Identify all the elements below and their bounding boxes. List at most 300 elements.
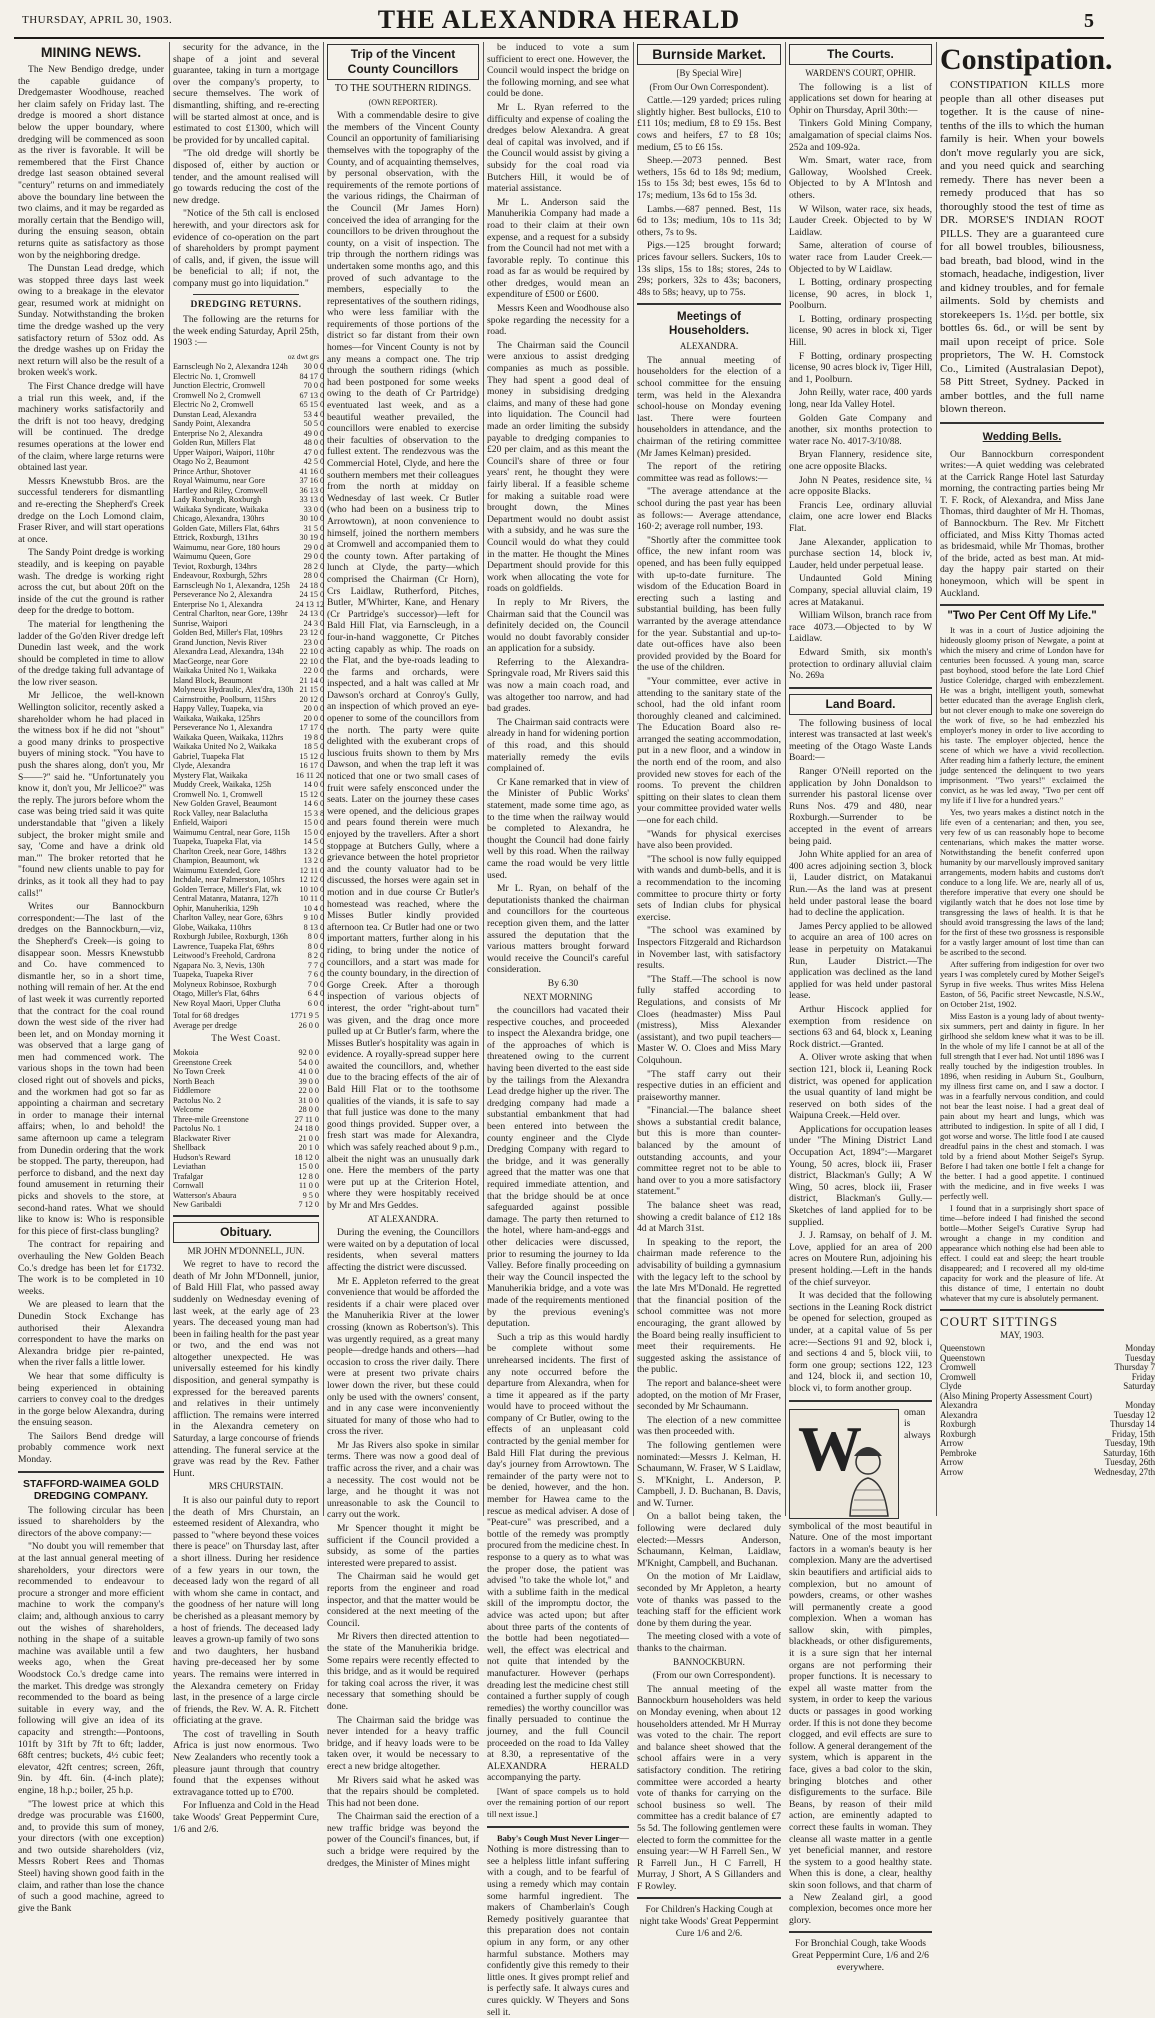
return-row-value: 12 11 0	[299, 865, 325, 875]
return-row-value: 19 8 0	[303, 732, 325, 742]
return-row	[173, 790, 324, 800]
return-row	[173, 866, 324, 876]
paragraph: Jane Alexander, application to purchase section 14, block iv, Lauder, held under perpetual lease.	[789, 536, 932, 571]
paragraph: Mr Rivers then directed attention to the state of the Manuherikia bridge. Some repairs were recently effected to this bridge, and as it would be required for taking coal across the river, it was necessary that something should be done.	[327, 1631, 479, 1712]
return-row	[173, 961, 324, 971]
paragraph: Edward Smith, six month's protection to ordinary alluvial claim No. 269a	[789, 646, 932, 682]
return-row-value: 14 6 0	[303, 799, 325, 809]
return-row-label: Waikaka United No 2, Waikaka	[173, 742, 277, 752]
return-row-value: 15 12 0	[299, 789, 325, 799]
west-coast-table	[173, 1048, 319, 1210]
return-row-value: 8 0 0	[307, 932, 325, 942]
court-row-label: Alexandra	[940, 1400, 978, 1410]
paragraph: Our Bannockburn correspondent writes:—A quiet wedding was celebrated at the Carrick Range Hotel last Saturday morning, the contracting parties being Mr T. F. Rock, of Alexandra, and Miss Jane Thomas, third daughter of Mr H. Thomas, of Bannockburn. The Rev. Mr Fitchett officiated, and Miss Kitty Thomas acted as bridesmaid, while Mr Thomas, brother of the bride, acted as best man. At mid-day the happy pair started on their honeymoon, which will be spent in Auckland.	[940, 448, 1104, 599]
paragraph: William Wilson, branch race from race 4073.—Objected to by W Laidlaw.	[789, 610, 932, 645]
return-row-value: 24 13 0	[299, 609, 325, 619]
return-row	[173, 695, 324, 705]
return-row-value: 23 0 0	[303, 637, 325, 647]
burnside-heading: Burnside Market.	[637, 44, 781, 65]
return-row-label: Leitwood’s Freehold, Cardrona	[173, 951, 276, 961]
page-number: 5	[1084, 10, 1094, 32]
column-2	[173, 42, 325, 1835]
paragraph: Applications for occupation leases under "The Mining District Land Occupation Act, 1894":—Margaret Young, 50 acres, block iii, Fraser district, Blackman's Gully; A W Wing, 50 acres, block iii, Fraser district, Blackman's Gully.—Sketches of land applied for to be supplied.	[789, 1123, 932, 1228]
return-row-label: Alexandra Lead, Alexandra, 134h	[173, 647, 284, 657]
return-row-label: Earnscleugh No 2, Alexandra 124h	[173, 362, 288, 372]
court-row-label: (Also Mining Property Assessment Court)	[940, 1390, 1092, 1401]
paragraph: Cr Kane remarked that in view of the Minister of Public Works' statement, made some time ago, as to the time when the railway would be completed to Alexandra, he thought the Council had done fairly well by this road. When the railway came the road would be very little used.	[487, 776, 629, 881]
return-row-value: 13 2 0	[303, 846, 325, 856]
return-row-value: 24 18 0	[299, 580, 325, 590]
return-row-value: 17 17 0	[299, 723, 325, 733]
west-coast-row-label: Greenstone Creek	[173, 1057, 232, 1067]
return-row	[173, 457, 324, 467]
paragraph: The cost of travelling in South Africa is just now enormous. Two New Zealanders who recently took a pleasure jaunt through that country found that the expenses without extravagance totted up to £700.	[173, 1728, 319, 1798]
average-row	[173, 1021, 319, 1031]
paragraph: Ranger O'Neill reported on the application by John Donaldson to surrender his pastoral license over Runs Nos. 479 and 480, near Roxburgh.—Surrender to be accepted in the event of arrears being paid.	[789, 766, 932, 847]
decorative-initial-illustration	[789, 1409, 899, 1519]
return-row-value: 7 6 0	[307, 970, 325, 980]
return-row-value: 18 5 0	[303, 742, 325, 752]
court-row-value: Friday	[1131, 1371, 1155, 1382]
return-row-value: 20 12 0	[299, 694, 325, 704]
return-row-label: Sandy Point, Alexandra	[173, 419, 251, 429]
return-row-label: Ngapara No. 3, Nevis, 130h	[173, 960, 265, 970]
court-row-label: Roxburgh	[940, 1419, 976, 1429]
west-coast-heading: The West Coast.	[211, 1034, 281, 1045]
paragraph: "Wands for physical exercises have also been provided.	[637, 828, 781, 852]
return-row	[173, 400, 324, 410]
west-coast-row	[173, 1191, 319, 1201]
paragraph: Mr L. Ryan, on behalf of the deputationists thanked the chairman and councillors for the courteous reception given them, and the latter assured the deputation that the various matters brought forward would receive the Council's careful consideration.	[487, 883, 629, 976]
court-row-value: Tuesday 12	[1113, 1409, 1155, 1420]
paragraph: After suffering from indigestion for over two years I was completely cured by Mother Seigel's Syrup in five weeks. Thus writes Miss Helena Easton, of 56, Pacific street Newcastle, N.S.W., on October 21st, 1902.	[940, 959, 1104, 1009]
return-row-value: 49 0 0	[303, 428, 325, 438]
column-divider	[483, 42, 484, 1516]
west-coast-row	[173, 1105, 319, 1115]
paragraph: The Chairman said the bridge was never intended for a heavy traffic bridge, and if heavy loads were to be taken over, it would be necessary to erect a new bridge altogether.	[327, 1714, 479, 1772]
return-row-value: 14 0 0	[303, 780, 325, 790]
return-row-label: Molyneux Hydraulic, Alex'dra, 130h	[173, 685, 294, 695]
return-row-value: 28 2 0	[303, 561, 325, 571]
west-coast-row-label: No Town Creek	[173, 1067, 226, 1077]
paragraph: It was in a court of Justice adjoining the hideously gloomy prison of Newgate, a point at which the misery and crime of London have for centuries been focussed. A young man, scarce past boyhood, stood before the late Lord Chief Justice Coleridge, charged with embezzlement. He was a bright, intelligent youth, somewhat better educated than the average English clerk, but not clever enough to make one sovereign do the work of five, so he had embezzled his employer's money in order to live according to his taste. The employer objected, hence the scene of which we have a vivid recollection. After reading him a fatherly lecture, the eminent judge sentenced the delinquent to two years imprisonment. "Two years!" exclaimed the convict, as he was led away, "Two per cent off my life if I live for a hundred years."	[940, 625, 1104, 805]
section-subheading: AT ALEXANDRA.	[367, 1213, 439, 1224]
advert-title: Baby's Cough Must Never Linger	[497, 1832, 620, 1843]
west-coast-row-label: Pactolus No. 1	[173, 1124, 221, 1134]
paragraph: In reply to Mr Rivers, the Chairman said that the Council was definitely decided on, the Council would no doubt favorably consider an application for a subsidy.	[487, 596, 629, 655]
return-row	[173, 771, 324, 781]
court-row-label: Clyde	[940, 1381, 962, 1391]
meetings-heading: Meetings of Householders.	[669, 311, 749, 338]
return-row-label: Cromwell No. 1, Cromwell	[173, 789, 263, 799]
return-row-label: Perseverance No 1, Alexandra	[173, 723, 273, 733]
return-row-label: New Golden Gravel, Beaumont	[173, 799, 277, 809]
return-row-label: Charlton Creek, near Gore, 148hrs	[173, 846, 287, 856]
paragraph: F Botting, ordinary prospecting license, 90 acres block iv, Tiger Hill, and 1, Poolburn.	[789, 350, 932, 385]
paragraph: Pigs.—125 brought forward; prices favour sellers. Suckers, 10s to 13s slips, 15s to 18s; stores, 24s to 29s; porkers, 32s to 43s; baconers, 48s to 58s; heavy, up to 75s.	[637, 240, 781, 298]
return-row	[173, 533, 324, 543]
return-row-value: 21 14 0	[299, 675, 325, 685]
return-row-label: Happy Valley, Tuapeka, via	[173, 704, 264, 714]
section-subheading: BANNOCKBURN.	[673, 1656, 745, 1667]
return-row	[173, 524, 324, 534]
return-row	[173, 742, 324, 752]
advert-line: For Children's Hacking Cough at night take Woods' Great Peppermint Cure 1/6 and 2/6.	[639, 1904, 779, 1939]
return-row-label: Enterprise No 1, Alexandra	[173, 599, 263, 609]
return-row	[173, 495, 324, 505]
return-row-value: 33 13 0	[299, 495, 325, 505]
court-row-value: Monday	[1125, 1343, 1155, 1353]
return-row-value: 20 0 0	[303, 713, 325, 723]
court-row-value: Tuesday, 26th	[1105, 1457, 1155, 1467]
return-row-label: Endeavour, Roxburgh, 52hrs	[173, 571, 268, 581]
return-row	[173, 609, 324, 619]
paragraph: Arthur Hiscock applied for exemption from residence on sections 63 and 64, block x, Leaning Rock district.—Granted.	[789, 1003, 932, 1050]
return-row-label: Central Matanra, Matanra, 127h	[173, 894, 279, 904]
return-row-value: 21 15 0	[299, 685, 325, 695]
paragraph: It was decided that the following sections in the Leaning Rock district be opened for selection, grouped as under, at a capital value of 5s per acre:—Sections 91 and 92, block i, and sections 4 and 5, block viii, to form one group; sections 122, 123 and 124, block ii, and section 10, block vi, to form another group.	[789, 1290, 932, 1394]
return-row-label: Hartley and Riley, Cromwell	[173, 485, 268, 495]
west-coast-row-value: 24 18 0	[294, 1124, 319, 1134]
west-coast-row-value: 21 0 0	[298, 1133, 319, 1143]
paragraph: security for the advance, in the shape of a joint and several guarantee, taking in turn a mortgage over the company's property, to secure themselves. The work of dismantling, shifting, and re-erecting will be started almost at once, and is estimated to cost £1300, which will be provided for by uncalled capital.	[173, 42, 319, 146]
return-row-value: 50 5 0	[303, 419, 325, 429]
return-row-value: 37 16 0	[299, 476, 325, 486]
return-row-label: Golden Gate, Millers Flat, 64hrs	[173, 523, 280, 533]
west-coast-row-label: Mokoia	[173, 1048, 199, 1058]
units-label: oz dwt grs	[287, 351, 319, 361]
column-divider	[169, 42, 170, 1516]
return-row-label: Perseverance No 2, Alexandra	[173, 590, 273, 600]
return-row-value: 15 0 0	[303, 827, 325, 837]
return-row-label: Tuapeka, Tuapeka Flat, via	[173, 837, 262, 847]
return-row-value: 6 4 0	[307, 989, 325, 999]
paragraph: The balance sheet was read, showing a credit balance of £12 18s 4d at March 31st.	[637, 1200, 781, 1235]
return-row-value: 14 5 0	[303, 837, 325, 847]
west-coast-row-value: 92 0 0	[298, 1048, 319, 1058]
return-row	[173, 638, 324, 648]
return-row	[173, 875, 324, 885]
return-row	[173, 885, 324, 895]
court-row-value: Thursday 14	[1109, 1419, 1155, 1429]
return-row-value: 30 10 0	[299, 514, 325, 524]
return-row-value: 8 2 0	[307, 951, 325, 961]
paragraph: Such a trip as this would hardly be complete without some unrehearsed incidents. The first of any note occurred before the departure from Alexandra, when for a time it appeared as if the party would have to proceed without the company of Cr Butler, owing to the effects of an unpleasant cold contracted by the genial member for Bald Hill Flat during the previous day's journey from Arrowtown. The remainder of the party were not to be denied, however, and the hon. member for Hawea came to the rescue as medical adviser. A dose of "Peat-cure" was prescribed, and a bottle of the remedy was promptly procured from the medicine chest. In response to a query as to what was the proper dose, the patient was advised "to take the whole lot," and with a sublime faith in the medical skill of the impromptu doctor, the advice was acted upon; but after about three parts of the contents of the bottle had been negotiated—well, the effect was electrical and not quite that intended by the manufacturer. However (perhaps dreading lest the medicine chest still contained a further supply of cough remedies) the worthy councillor was finally persuaded to continue the journey, and the full Council proceeded on the road to Ida Valley at 8.30, a representative of the ALEXANDRA HERALD accompanying the party.	[487, 1331, 629, 1784]
paragraph: The annual meeting of householders for the election of a school committee for the ensuing term, was held in the Alexandra school-house on Monday evening last. There were fourteen householders in attendance, and the chairman of the retiring committee (Mr James Kelman) presided.	[637, 354, 781, 459]
west-coast-row	[173, 1143, 319, 1153]
paragraph: "The Staff.—The school is now fully staffed according to Regulations, and consists of Mr Cloes (headmaster) Miss Paul (mistress), Miss Alexander (assistant), and two pupil teachers—Master W. O. Cloes and Miss Mary Colquhoun.	[637, 973, 781, 1066]
average-value: 26 0 0	[298, 1020, 319, 1030]
paragraph: Tinkers Gold Mining Company, amalgamation of special claims Nos. 252a and 109-92a.	[789, 118, 932, 153]
return-row	[173, 676, 324, 686]
section-subheading: NEXT MORNING	[523, 991, 593, 1002]
west-coast-row	[173, 1067, 319, 1077]
paragraph: Miss Easton is a young lady of about twenty-six summers, pert and dainty in figure. In her girlhood she seldom knew what it was to be ill. In the whole of my life I cannot be at all of the full strength that I ever had. Not until 1896 was I really touched by the indigestion troubles. In 1896, when residing in Auburn St., Goulburn, my illness first came on, and I saw a doctor. I was in a fearfully nervous condition, and could not bear the least noise. I had a great deal of pain about my heart and lungs, which was attributed to indigestion. In spite of all I did, I got worse and worse. The little food I ate caused dreadful pains in the chest and stomach. I was told by a friend about Mother Seigel's Syrup. Before I had taken one bottle I felt a change for the better. I had a good appetite. I continued with the medicine, and in five weeks I was perfectly well.	[940, 1011, 1104, 1201]
return-row-label: Molyneux Robinsoe, Roxburgh	[173, 979, 277, 989]
court-row-value: Tuesday, 19th	[1105, 1438, 1155, 1448]
return-row-value: 16 17 0	[299, 761, 325, 771]
paragraph: John White applied for an area of 400 acres adjoining section 3, block ii, Lauder district, on Matakanui Run.—As the land was at present held under pastoral lease the board had to decline the application.	[789, 849, 932, 919]
total-value: 1771 9 5	[290, 1011, 319, 1021]
advert-line: For Bronchial Cough, take Woods Great Peppermint Cure, 1/6 and 2/6 everywhere.	[792, 1938, 929, 1973]
column-1	[18, 42, 164, 1914]
court-row-label: Roxburgh	[940, 1428, 976, 1439]
return-row-value: 15 3 8	[303, 808, 325, 818]
return-row-label: Prince Arthur, Shotover	[173, 466, 251, 476]
paragraph: The Sandy Point dredge is working steadily, and is keeping on payable wash. The dredge is working right across the cut, but about 20ft on the inside of the cut the ground is rather deep for the dredge to bottom.	[18, 547, 164, 617]
paragraph: We regret to have to record the death of Mr John M'Donnell, junior, of Bald Hill Flat, who passed away suddenly on Wednesday evening of last week, at the early age of 23 years. The deceased young man had been in failing health for the past year or two, and the end was not altogether unexpected. He was universally esteemed for his kindly disposition, and general sympathy is expressed for the bereaved parents and relatives in their untimely affliction. The remains were interred in the Alexandra cemetery on Saturday, a large concourse of friends attending. The funeral service at the grave was read by the Rev. Father Hunt.	[173, 1259, 319, 1479]
west-coast-row	[173, 1124, 319, 1134]
paragraph: the councillors had vacated their respective couches, and proceeded to inspect the Alexandra bridge, one of the approaches of which is threatened owing to the current having been diverted to the east side by the tailings from the Alexandra Lead dredge higher up the river. The dredging company had made a substantial embankment that had been entered into between the county engineer and the Clyde Dredging Company with regard to the bridge, and it was generally agreed that the matter was one that required immediate attention, and that the bridge should be at once safeguarded against possible damage. The party then returned to the hotel, where ham-and-eggs and other delicacies were discussed, prior to resuming the journey to Ida Valley. Before finally proceeding on their way the Council inspected the Manuherikia bridge, and a vote was made of the requirements mentioned by the previous evening's deputation.	[487, 1005, 629, 1330]
section-subheading: ALEXANDRA.	[679, 341, 739, 352]
return-row-value: 41 16 0	[299, 466, 325, 476]
return-row	[173, 552, 324, 562]
return-row	[173, 828, 324, 838]
paragraph: The contract for repairing and overhauling the New Golden Beach Co.'s dredge has been let for £1732. The work is to be completed in 10 weeks.	[18, 1239, 164, 1297]
court-row-label: Arrow	[940, 1457, 964, 1467]
paragraph: "Financial.—The balance sheet shows a substantial credit balance, but this is more than counter-balanced by the amount of outstanding accounts, and your committee regret not to be able to hand over to you a more satisfactory statement."	[637, 1105, 781, 1198]
paragraph: Same, alteration of course of water race from Lauder Creek.—Objected to by W Laidlaw.	[789, 240, 932, 275]
paragraph: The Sailors Bend dredge will probably commence work next Monday.	[18, 1430, 164, 1466]
court-row-label: Queenstown	[940, 1352, 985, 1363]
west-coast-row	[173, 1048, 319, 1058]
west-coast-row-value: 39 0 0	[298, 1076, 319, 1086]
paragraph: "The school is now fully equipped with wands and dumb-bells, and it is a recommendation to the incoming committee to procure thirty or forty sets of Indian clubs for physical exercise.	[637, 853, 781, 923]
court-row-label: Alexandra	[940, 1409, 978, 1420]
paragraph: The Chairman said the Council were anxious to assist dredging companies as much as possible. They had spent a good deal of money in subsidising dredging claims, and many of these had gone into liquidation. The Council had made an order limiting the subsidy payable to dredging companies to £20 per claim, and as this meant the Council's share of three or four years' rent, he thought they were fairly liberal. If a feasible scheme for making a suitable road were brought down, the Mines Department would no doubt assist with a subsidy, and he was sure the Council would do what they could in the matter. He thought the Mines Department should provide for this work when allocating the vote for roads on goldfields.	[487, 339, 629, 595]
paragraph: Francis Lee, ordinary alluvial claim, one acre lower end Blacks Flat.	[789, 499, 932, 534]
west-coast-row-value: 22 0 0	[298, 1086, 319, 1096]
west-coast-row-value: 15 0 0	[298, 1162, 319, 1172]
return-row-label: Sunrise, Waipori	[173, 618, 228, 628]
returns-intro: The following are the returns for the week ending Saturday, April 25th, 1903 :—	[173, 314, 319, 349]
masthead-rule	[14, 37, 1104, 39]
west-coast-row-label: Cornwall	[173, 1181, 204, 1191]
return-row	[173, 562, 324, 572]
west-coast-row-value: 12 8 0	[298, 1171, 319, 1181]
rule	[789, 1931, 932, 1933]
return-row-value: 7 0 0	[307, 979, 325, 989]
return-row	[173, 904, 324, 914]
return-row-label: Waimumu Queen, Gore	[173, 552, 251, 562]
court-row-value: Saturday	[1123, 1381, 1155, 1391]
return-row-value: 24 15 0	[299, 590, 325, 600]
court-sittings-table	[940, 1344, 1155, 1477]
paragraph: Mr Rivers said what he asked was that the repairs should be completed. This had not been done.	[327, 1774, 479, 1809]
west-coast-row	[173, 1181, 319, 1191]
svg-text:W: W	[798, 1412, 862, 1484]
column-divider	[633, 42, 634, 1516]
return-row	[173, 628, 324, 638]
return-row	[173, 657, 324, 667]
paragraph: Mr Jas Rivers also spoke in similar terms. There was now a good deal of traffic across the river, and a chair was a necessity. The cost would not be large, and he thought it was not unreasonable to ask the Council to carry out the work.	[327, 1439, 479, 1521]
column-6	[789, 42, 932, 1973]
return-row-label: Electric No. 1, Cromwell	[173, 371, 256, 381]
return-row-value: 33 0 0	[303, 504, 325, 514]
paragraph: With a commendable desire to give the members of the Vincent County Council an opportunity of familiarising themselves with the topography of the County, and of acquainting themselves, by personal observation, with the requirements of the remote portions of the various ridings, the Chairman of the Council (Mr James Horn) conceived the idea of arranging for the councillors to be driven throughout the county, on a visit of inspection. The trip through the northern ridings was undertaken some months ago, and this proved of such advantage to the members, especially to the representatives of the southern ridings, who were less familiar with the requirements of those portions of the district so far distant from their own homes—for Vincent County is not by any means a compact one. The trip through the southern ridings (which had been postponed for some weeks owing to the death of Cr Partridge) eventuated last week, and as a beautiful weather prevailed, the councillors were enabled to exercise their faculties of observation to the fullest extent. The rendezvous was the Commercial Hotel, Clyde, and here the southern members met their colleagues from the north at midday on Wednesday of last week. Cr Butler (who had been on a business trip to Arrowtown), at noon convenience to himself, joined the northern members at Cromwell and accompanied them to the county town. After partaking of lunch at Clyde, the party—which comprised the Chairman (Cr Horn), Crs Laidlaw, Rutherford, Pitches, Butler, M'Whirter, Kane, and Henary (Cr Partridge's successor)—left for Bald Hill Flat, via Earnscleugh, in a four-in-hand waggonette, Cr Pitches acting capably as whip. The roads on the Flat, and the bye-roads leading to the farms and orchards, were inspected, and a halt was called at Mr Dawson's orchard at Conroy's Gully, an inspection of which proved an eye-opener to some of the councillors from the north. The party were quite delighted with the exuberant crops of luscious fruits shown to them by Mrs Dawson, and when the trap left it was noticed that one or two small cases of fruit were safely ensconced under the seats. Later on the journey these cases were opened, and the delicious grapes and pears found therein were much enjoyed by the travellers. After a short stoppage at Butchers Gully, where a grievance between the hotel proprietor and the county valuator had to be discussed, the horses were again set in motion and in due course Cr Butler's homestead was reached, where the Misses Butler kindly provided afternoon tea. Cr Butler had one or two important matters, further along in his riding, to bring under the notice of councillors, and a start was made for the county boundary, in the direction of Gorge Creek. After a thorough inspection of various objects of interest, the order "right-about turn" was given, and the drag once more pulled up at Cr Butler's farm, where the Misses Butler's hospitality was again in evidence. A royally-spread supper here awaited the councillors, and, whether due to the bracing effects of the air of Bald Hill Flat or to the toothsome qualities of the viands, it is safe to say that full justice was done to the many good things provided. Supper over, a fresh start was made for Alexandra, which was safely reached about 9 p.m., albeit the night was an unusually dark one. Here the members of the party were put up at the Criterion Hotel, where they were hospitably received by Mr and Mrs Geddes.	[327, 110, 479, 1211]
return-row	[173, 429, 324, 439]
return-row-value: 22 10 0	[299, 647, 325, 657]
return-row	[173, 970, 324, 980]
return-row	[173, 647, 324, 657]
paragraph: Cattle.—129 yarded; prices ruling slightly higher. Best bullocks, £10 to £11 10s; medium, £8 to £9 15s. Best cows and heifers, £7 to £8 10s; medium, £5 to £6 15s.	[637, 95, 781, 153]
returns-total	[173, 1011, 319, 1030]
return-row	[173, 856, 324, 866]
rule	[789, 687, 932, 689]
paragraph: I found that in a surprisingly short space of time—before indeed I had finished the second bottle—Mother Seigel's Curative Syrup had wrought a change in my condition and appearance which nothing else had been able to effect. I could eat and sleep; the heart trouble disappeared; and I recovered all my old-time capacity for work and the pleasure of life. At this distance of time, I entertain no doubt whatever that my cure is absolutely permanent.	[940, 1203, 1104, 1303]
rule	[193, 294, 299, 295]
court-row-value: Thursday 7	[1114, 1362, 1155, 1372]
paragraph: The Chairman said he would get reports from the engineer and road inspector, and that the matter would be considered at the next meeting of the Council.	[327, 1571, 479, 1629]
paragraph: The following circular has been issued to shareholders by the directors of the above company:—	[18, 1504, 164, 1539]
paragraph: By 6.30	[547, 977, 579, 989]
return-row-label: Globe, Waikaka, 110hrs	[173, 922, 252, 932]
return-row	[173, 704, 324, 714]
west-coast-row	[173, 1115, 319, 1125]
return-row-label: Tuapeka, Tuapeka River	[173, 970, 253, 980]
return-row-label: Enterprise No 2, Alexandra	[173, 428, 263, 438]
trip-heading: Trip of the Vincent County Councillors	[327, 44, 479, 80]
paragraph: Golden Gate Company and another, six months protection to water race No. 4017-3/10/88.	[789, 412, 932, 447]
return-row	[173, 913, 324, 923]
land-board-heading: Land Board.	[789, 694, 932, 715]
return-row	[173, 980, 324, 990]
paragraph: L Botting, ordinary prospecting license, 90 acres, in block 1, Poolburn.	[789, 277, 932, 312]
west-coast-row	[173, 1086, 319, 1096]
byline: [By Special Wire]	[676, 68, 742, 78]
return-row-value: 10 10 0	[299, 884, 325, 894]
return-row	[173, 486, 324, 496]
return-row	[173, 619, 324, 629]
paragraph: "Shortly after the committee took office, the new infant room was opened, and has been fully equipped with up-to-date furniture. The wisdom of the Education Board in erecting such a lasting and substantial building, has been fully warranted by the average attendance for the year. Substantial and up-to-date out-offices have also been provided provided by the Board for the use of the children.	[637, 534, 781, 674]
paragraph: Lambs.—687 penned. Best, 11s 6d to 13s; medium, 10s to 11s 3d; others, 7s to 9s.	[637, 203, 781, 238]
west-coast-row	[173, 1162, 319, 1172]
issue-date: THURSDAY, APRIL 30, 1903.	[22, 14, 173, 26]
paragraph: "Notice of the 5th call is enclosed herewith, and your directors ask for evidence of co-operation on the part of shareholders by prompt payment of calls, and, if given, the issue will be beneficial to all; if not, the company must go into liquidation."	[173, 208, 319, 289]
paragraph: Mr E. Appleton referred to the great convenience that would be afforded the residents if a chair were placed over the Manuherikia River at the lower crossing (known as Robertson's). This was urgently required, as a great many people—dredge hands and others—had occasion to cross the river daily. There were at present two private chairs lower down the river, but these could only be used with the owners' consent, and in any case were inconveniently situated for many of those who had to cross the river.	[327, 1275, 479, 1438]
obituary-subheading: MRS CHURSTAIN.	[208, 1481, 284, 1492]
paragraph: Mr L. Anderson said the Manuherikia Company had made a road to their claim at their own expense, and a request for a subsidy from the Council had not met with a favorable reply. To continue this road as far as would be required by other dredges, would mean an expenditure of £500 or £600.	[487, 196, 629, 301]
court-row-label: Pembroke	[940, 1447, 977, 1458]
column-divider	[936, 42, 937, 1516]
return-row	[173, 381, 324, 391]
return-row	[173, 714, 324, 724]
obituary-subheading: MR JOHN M'DONNELL, JUN.	[187, 1245, 305, 1256]
return-row	[173, 391, 324, 401]
rule	[940, 604, 1104, 606]
return-row-value: 29 0 0	[303, 552, 325, 562]
column-7	[940, 42, 1155, 1516]
constipation-heading: Constipation.	[940, 43, 1113, 76]
paragraph: Sheep.—2073 penned. Best wethers, 15s 6d to 18s 9d; medium, 15s to 15s 3d; best ewes, 15s 6d to 17s; medium, 13s 6d to 15s 3d.	[637, 155, 781, 201]
return-row-label: Waikaka United No 1, Waikaka	[173, 666, 277, 676]
paragraph: On a ballot being taken, the following were declared duly elected:—Messrs Anderson, Schaumann, Kelman, Laidlaw, M'Knight, Campbell, and Buchanan.	[637, 1511, 781, 1569]
rule	[173, 1215, 319, 1217]
rule	[940, 422, 1104, 424]
return-row	[173, 847, 324, 857]
dredging-returns-heading: DREDGING RETURNS.	[190, 300, 302, 311]
return-row-label: Ettrick, Roxburgh, 131hrs	[173, 533, 259, 543]
paragraph: The report of the retiring committee was read as follows:—	[637, 461, 781, 484]
paragraph: "The average attendance at the school during the past year has been as follows:— Average attendance, 160·2; average roll number, 193.	[637, 486, 781, 533]
paragraph: The Chairman said the erection of a new traffic bridge was beyond the power of the Council's finances, but, if such a bridge were required by the dredges, the Minister of Mines might	[327, 1811, 479, 1869]
paragraph: Wm. Smart, water race, from Galloway, Woolshed Creek. Objected to by A M'Intosh and others.	[789, 155, 932, 201]
rule	[637, 303, 781, 305]
return-row	[173, 362, 324, 372]
paragraph: The material for lengthening the ladder of the Go'den River dredge left Dunedin last week, and the work should be completed in time to allow of the dredge taking full advantage of the low river season.	[18, 618, 164, 688]
return-row-label: Roxburgh Jubilee, Roxburgh, 136h	[173, 932, 289, 942]
paragraph: The annual meeting of the Bannockburn householders was held on Monday evening, when about 12 householders attended. Mr H Murray was voted to the chair. The report and balance sheet showed that the school affairs were in a very satisfactory condition. The retiring committee were accorded a hearty vote of thanks for carrying on the school business so well. The committee has a credit balance of £7 5s 5d. The following gentlemen were elected to form the committee for the ensuing year:—W H Farrell Sen., W R Farrell Jun., H C Farrell, H Murray, J Short, A S Gillanders and F Rowley.	[637, 1683, 781, 1892]
return-row-label: Teviot, Roxburgh, 134hrs	[173, 561, 257, 571]
return-row-label: Electric No 2, Cromwell	[173, 400, 254, 410]
paragraph: The following gentlemen were nominated:—Messrs J. Kelman, H. Schaumann, W. Fraser, W S Laidlaw, S. M'Knight, L. Anderson, P. Campbell, J. D. Buchanan, B. Davis, and W. Turner.	[637, 1439, 781, 1509]
return-row	[173, 685, 324, 695]
paragraph: Mr Spencer thought it might be sufficient if the Council provided a subsidy, as some of the parties interested were prepared to assist.	[327, 1523, 479, 1569]
paragraph: (From our own Correspondent).	[652, 1670, 776, 1682]
return-row-label: Muddy Creek, Waikaka, 125h	[173, 780, 272, 790]
return-row-value: 10 4 0	[303, 903, 325, 913]
rule	[18, 1471, 164, 1473]
paragraph: "The old dredge will shortly be disposed of, either by auction or tender, and the amount realised will go towards reducing the cost of the new dredge.	[173, 148, 319, 206]
return-row-value: 29 0 0	[303, 542, 325, 552]
return-row	[173, 989, 324, 999]
return-row	[173, 600, 324, 610]
return-row-label: Waimumu Central, near Gore, 115h	[173, 827, 290, 837]
return-row-value: 48 0 0	[303, 438, 325, 448]
return-row-label: Enfield, Waipori	[173, 818, 228, 828]
advert-text: CONSTIPATION KILLS more people than all other diseases put together. It is the cause of nine-tenths of the ills to which the human family is heir. When your bowels don't move regularly you are sick, and you need quick and searching remedy. There has never been a remedy produced that has so thoroughly stood the test of time as DR. MORSE'S INDIAN ROOT PILLS. They are a guaranteed cure for all bowel troubles, biliousness, bad breath, bad blood, wind in the stomach, headache, indigestion, liver and kidney troubles, and for female ailments. Sold by chemists and storekeepers 1s. 1½d. per bottle, six bottles 6s. 6d., or will be sent by mail upon receipt of price. Sole proprietors, The W. H. Comstock Co., Limited (Australasian Depot), 58 Pitt Street, Sydney. Packed in amber bottles, and the full name blown thereon.	[940, 79, 1104, 415]
bile-beans-advert	[789, 1407, 932, 1927]
west-coast-row-value: 7 12 0	[298, 1200, 319, 1210]
paragraph: John N Peates, residence site, ¼ acre opposite Blacks.	[789, 474, 932, 498]
return-row	[173, 438, 324, 448]
return-row-value: 22 0 0	[303, 666, 325, 676]
return-row-value: 65 15 0	[299, 400, 325, 410]
return-row-label: Chicago, Alexandra, 130hrs	[173, 514, 265, 524]
paragraph: The following is a list of applications set down for hearing at Ophir on Thursday, April 30th:—	[789, 81, 932, 116]
court-sittings-month: MAY, 1903.	[1000, 1330, 1044, 1341]
courts-heading: The Courts.	[789, 44, 932, 65]
paragraph: "The school was examined by Inspectors Fitzgerald and Richardson in November last, with satisfactory results.	[637, 925, 781, 972]
advert-text: oman is always symbolical of the most beautiful in Nature. One of the most important factors in a woman's beauty is her complexion. Many are the advertised skin beautifiers and artificial aids to complexion, but no amount of powders, creams, or other washes will permanently create a good complexion. When a woman has sallow skin, with pimples, blackheads, or other disfigurements, it is a sure sign that her internal organs are not performing their proper functions. It is necessary to expel all waste matter from the system, in order to keep the various ducts or passages in good working order. If this is not done they become clogged, and evil effects are sure to follow. A general derangement of the system, which is apparent in the face, gives a bad color to the skin, bringing blotches and other disfigurements to the surface. Bile Beans, by reason of their mild action, are eminently adapted to correct these faults in woman. They cleanse all waste matter in a gentle yet beneficial manner, and restore the system to a good healthy state. When this is done, a clear, healthy skin soon follows, and that charm of a New Zealand girl, a good complexion, becomes once more her glory.	[789, 1406, 932, 1926]
mining-news-body	[18, 64, 164, 1466]
rule	[789, 1400, 932, 1402]
return-row-label: New Royal Maori, Upper Clutha	[173, 998, 281, 1008]
paragraph: In speaking to the report, the chairman made reference to the advisability of building a gymnasium with the legacy left to the school by the late Mrs M'Donald. He regretted that the financial position of the school committee was not more encouraging, the grant allowed by the Board being really insufficient to meet their requirements. He suggested asking the assistance of the public.	[637, 1236, 781, 1376]
paragraph: The Dunstan Lead dredge, which was stopped three days last week owing to a breakage in the elevator gear, resumed work at midnight on Sunday. Notwithstanding the broken time the dredge washed up the very satisfactory return of 53oz odd. As the dredge washes up on Friday the next return will also be the result of a broken week's work.	[18, 263, 164, 379]
paragraph: During the evening, the Councillors were waited on by a deputation of local residents, when several matters affecting the district were discussed.	[327, 1227, 479, 1273]
byline: (From Our Own Correspondent).	[649, 81, 769, 92]
return-row-value: 30 0 0	[303, 362, 325, 372]
return-row-value: 7 7 0	[307, 960, 325, 970]
return-row-value: 22 10 0	[299, 656, 325, 666]
return-row-value: 84 17 0	[299, 371, 325, 381]
stafford-heading: STAFFORD-WAIMEA GOLD DREDGING COMPANY.	[23, 1477, 159, 1502]
return-row	[173, 467, 324, 477]
mining-news-heading: MINING NEWS.	[40, 44, 142, 60]
return-row-value: 42 5 0	[303, 457, 325, 467]
return-row-label: Otago No 2, Beaumont	[173, 457, 249, 467]
paragraph: It is also our painful duty to report the death of Mrs Churstain, an esteemed resident of Alexandra, who passed to "where beyond these voices there is peace" on Thursday last, after a short illness. During her residence of a few years in our town, the deceased lady won the regard of all with whom she came in contact, and the goodness of her nature will long be cherished as a pleasant memory by a host of friends. The deceased lady leaves a grown-up family of two sons and two daughters, her husband having pre-deceased her by some years. The remains were interred in the Alexandra cemetery on Friday last, in the presence of a large circle of friends, the Rev. W. A. R. Fitchett officiating at the grave.	[173, 1495, 319, 1727]
column-4	[487, 42, 629, 2018]
return-row-label: Inchdale, near Palmerston, 105hrs	[173, 875, 285, 885]
total-label: Total for 68 dredges	[173, 1011, 240, 1021]
west-coast-row-label: Three-mile Greenstone	[173, 1114, 249, 1124]
return-row	[173, 448, 324, 458]
paragraph: Messrs Knewstubb Bros. are the successful tenderers for dismantling and re-erecting the Shepherd's Creek dredge on the Loch Lomond claim, Fraser River, and will start operations at once.	[18, 475, 164, 545]
paragraph: The Chairman said contracts were already in hand for widening portion of this road, and this should materially remedy the evils complained of.	[487, 716, 629, 775]
paragraph: Bryan Flannery, residence site, one acre opposite Blacks.	[789, 449, 932, 472]
